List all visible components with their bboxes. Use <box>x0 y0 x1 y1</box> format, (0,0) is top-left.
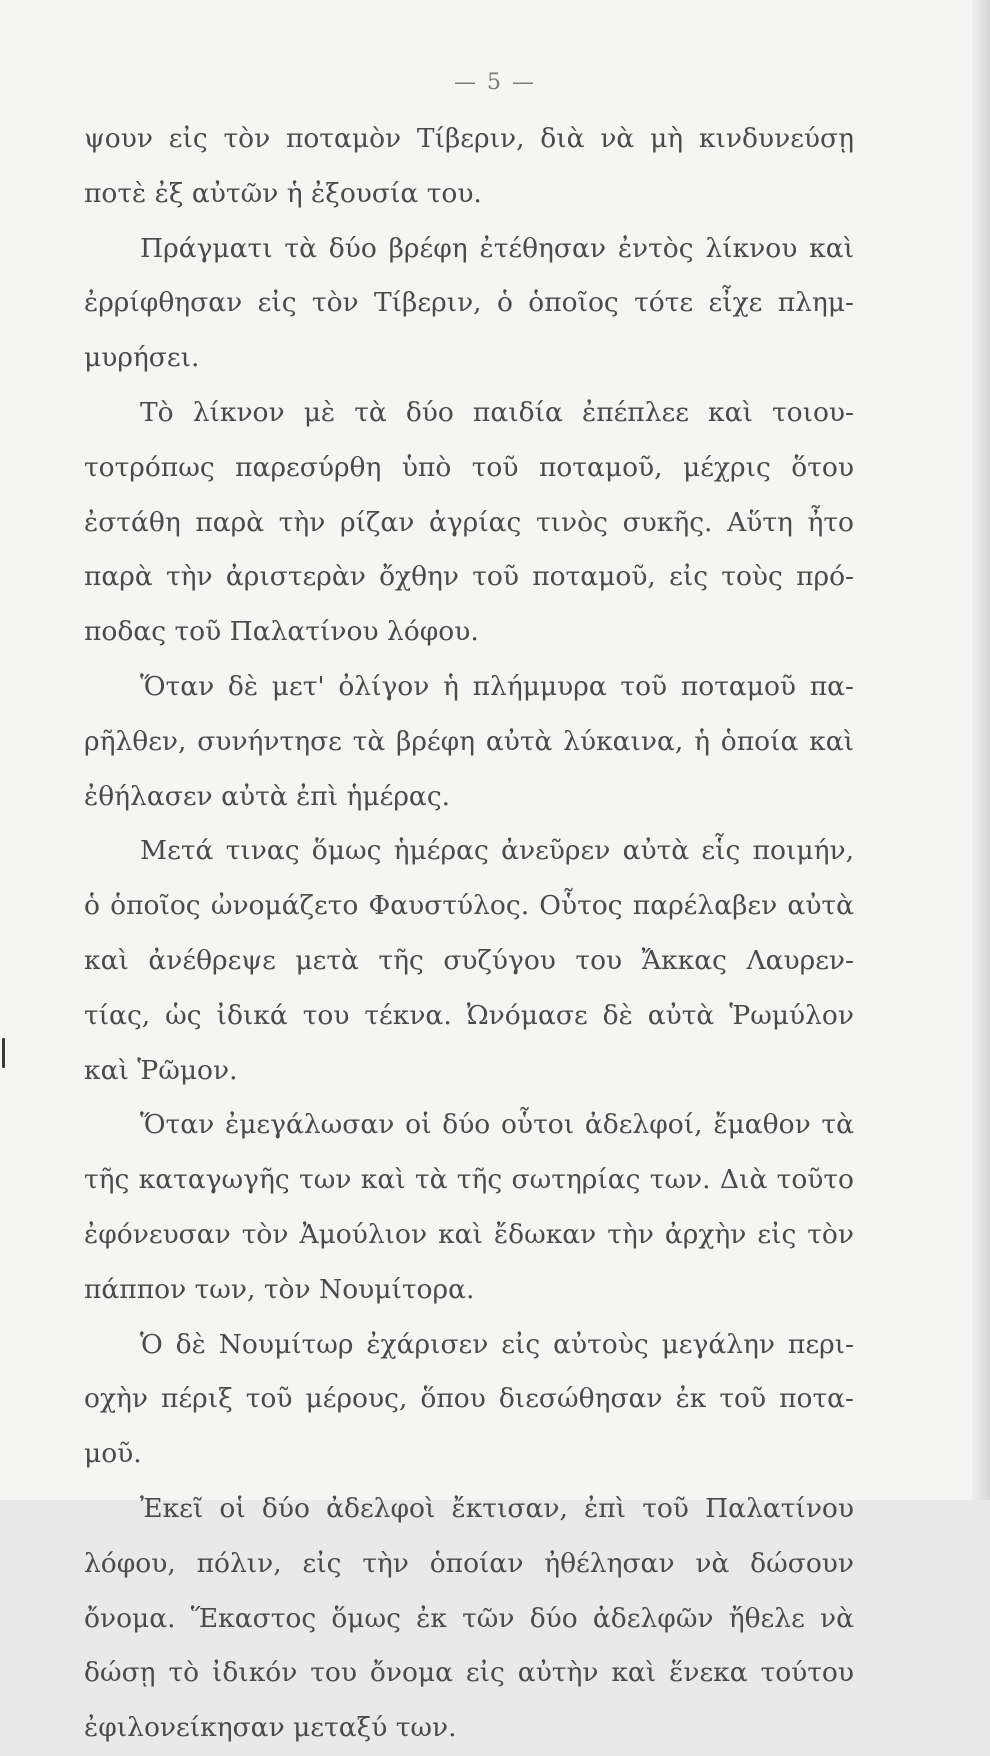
text-line: Ἐκεῖ οἱ δύο ἀδελφοὶ ἔκτισαν, ἐπὶ τοῦ Παλατίνου <box>140 1492 854 1524</box>
text-line: Μετά τινας ὅμως ἡμέρας ἀνεῦρεν αὐτὰ εἷς ποιμήν, <box>140 835 854 867</box>
text-line: ἐθήλασεν αὐτὰ ἐπὶ ἡμέρας. <box>84 780 451 812</box>
page-edge-mark <box>2 1038 5 1068</box>
text-line: ἐρρίφθησαν εἰς τὸν Τίβεριν, ὁ ὁποῖος τότε εἶχε πλημ- <box>84 287 854 319</box>
text-line: ὄνομα. Ἕκαστος ὅμως ἐκ τῶν δύο ἀδελφῶν ἤθελε νὰ <box>84 1602 854 1634</box>
text-line: ἐφιλονείκησαν μεταξύ των. <box>84 1712 457 1744</box>
text-line: τοτρόπως παρεσύρθη ὑπὸ τοῦ ποταμοῦ, μέχρις ὅτου <box>84 451 854 483</box>
text-line: λόφου, πόλιν, εἰς τὴν ὁποίαν ἠθέλησαν νὰ δώσουν <box>84 1547 854 1579</box>
text-line: ρῆλθεν, συνήντησε τὰ βρέφη αὐτὰ λύκαινα, ἡ ὁποία καὶ <box>84 725 854 757</box>
text-line: ποδας τοῦ Παλατίνου λόφου. <box>84 616 479 648</box>
text-line: οχὴν πέριξ τοῦ μέρους, ὅπου διεσώθησαν ἐκ τοῦ ποτα- <box>84 1383 854 1415</box>
text-line: ποτὲ ἐξ αὐτῶν ἡ ἐξουσία του. <box>84 177 482 209</box>
text-line: καὶ Ῥῶμον. <box>84 1054 238 1086</box>
text-line: ψουν εἰς τὸν ποταμὸν Τίβεριν, διὰ νὰ μὴ κινδυνεύσῃ <box>84 123 854 154</box>
text-line: τίας, ὡς ἰδικά του τέκνα. Ὠνόμασε δὲ αὐτὰ Ῥωμύλον <box>84 999 854 1031</box>
page-right-edge-shadow <box>972 0 990 1500</box>
text-line: Πράγματι τὰ δύο βρέφη ἐτέθησαν ἐντὸς λίκνου καὶ <box>140 232 854 264</box>
page-number: — 5 — <box>454 70 536 95</box>
text-line: καὶ ἀνέθρεψε μετὰ τῆς συζύγου του Ἄκκας Λαυρεν- <box>84 944 854 976</box>
text-line: πάππον των, τὸν Νουμίτορα. <box>84 1273 475 1305</box>
text-line: παρὰ τὴν ἀριστερὰν ὄχθην τοῦ ποταμοῦ, εἰς τοὺς πρό- <box>84 561 854 593</box>
text-line: μοῦ. <box>84 1438 142 1470</box>
text-line: Ὅταν ἐμεγάλωσαν οἱ δύο οὗτοι ἀδελφοί, ἔμαθον τὰ <box>140 1109 854 1141</box>
text-line: Τὸ λίκνον μὲ τὰ δύο παιδία ἐπέπλεε καὶ τοιου- <box>140 396 854 428</box>
text-line: ἐστάθη παρὰ τὴν ρίζαν ἀγρίας τινὸς συκῆς. Αὕτη ἦτο <box>84 506 854 538</box>
text-line: ἐφόνευσαν τὸν Ἀμούλιον καὶ ἔδωκαν τὴν ἀρχὴν εἰς τὸν <box>84 1218 854 1250</box>
text-line: ὁ ὁποῖος ὠνομάζετο Φαυστύλος. Οὗτος παρέλαβεν αὐτὰ <box>84 890 854 922</box>
text-line: Ὅταν δὲ μετ' ὀλίγον ἡ πλήμμυρα τοῦ ποταμοῦ πα- <box>140 670 854 702</box>
text-line: τῆς καταγωγῆς των καὶ τὰ τῆς σωτηρίας των. Διὰ τοῦτο <box>84 1164 854 1196</box>
text-line: δώσῃ τὸ ἰδικόν του ὄνομα εἰς αὐτὴν καὶ ἕνεκα τούτου <box>84 1657 854 1689</box>
text-line: μυρήσει. <box>84 342 200 374</box>
text-line: Ὁ δὲ Νουμίτωρ ἐχάρισεν εἰς αὐτοὺς μεγάλην περι- <box>140 1328 854 1360</box>
body-text <box>84 112 854 1756</box>
